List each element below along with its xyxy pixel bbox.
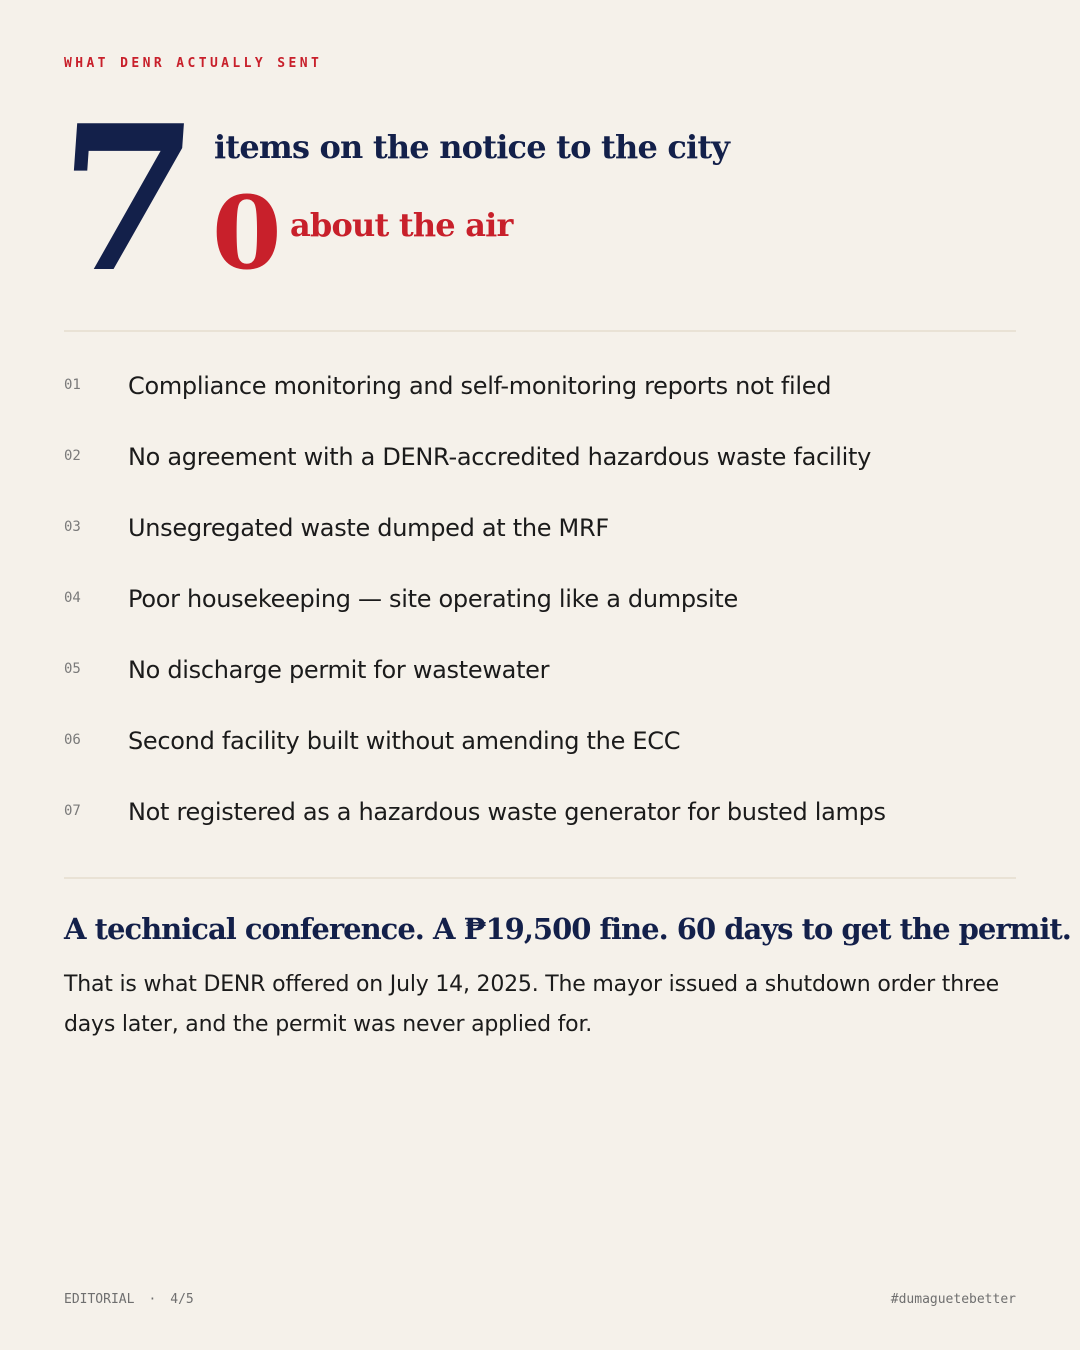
stat-primary-number: 7 bbox=[47, 82, 204, 317]
stat-secondary-number: 0 bbox=[212, 174, 282, 292]
item-text: No agreement with a DENR-accredited hazardous waste facility bbox=[128, 443, 872, 471]
footer-hashtag: #dumaguetebetter bbox=[890, 1292, 1016, 1307]
item-text: Unsegregated waste dumped at the MRF bbox=[128, 514, 609, 542]
item-number: 04 bbox=[64, 590, 81, 606]
list-item bbox=[64, 567, 1016, 638]
list-item bbox=[64, 425, 1016, 496]
list-item bbox=[64, 354, 1016, 425]
item-text: Not registered as a hazardous waste generator for busted lamps bbox=[128, 798, 886, 826]
footer-section: EDITORIAL bbox=[64, 1292, 135, 1307]
item-number: 02 bbox=[64, 448, 81, 464]
headline: A technical conference. A ₱19,500 fine. 60 days to get the permit. bbox=[64, 912, 1071, 946]
footer-separator: · bbox=[148, 1292, 157, 1307]
footer-meta bbox=[64, 1292, 194, 1307]
item-number: 03 bbox=[64, 519, 81, 535]
list-item bbox=[64, 780, 1016, 851]
list-item bbox=[64, 709, 1016, 780]
notice-item-list bbox=[64, 354, 1016, 851]
item-number: 01 bbox=[64, 377, 81, 393]
page-indicator: 4/5 bbox=[170, 1292, 194, 1307]
item-number: 06 bbox=[64, 732, 81, 748]
stat-secondary-label: about the air bbox=[290, 206, 513, 244]
item-number: 07 bbox=[64, 803, 81, 819]
kicker: WHAT DENR ACTUALLY SENT bbox=[64, 56, 323, 71]
item-text: Second facility built without amending the ECC bbox=[128, 727, 681, 755]
list-item bbox=[64, 638, 1016, 709]
body-paragraph: That is what DENR offered on July 14, 2025. The mayor issued a shutdown order three days later, and the permit was never applied for. bbox=[64, 972, 999, 1037]
stat-primary-label: items on the notice to the city bbox=[214, 128, 730, 166]
item-text: Compliance monitoring and self-monitoring reports not filed bbox=[128, 372, 832, 400]
divider-top bbox=[64, 330, 1016, 332]
list-item bbox=[64, 496, 1016, 567]
divider-bottom bbox=[64, 877, 1016, 879]
item-number: 05 bbox=[64, 661, 81, 677]
item-text: No discharge permit for wastewater bbox=[128, 656, 550, 684]
item-text: Poor housekeeping — site operating like a dumpsite bbox=[128, 585, 738, 613]
